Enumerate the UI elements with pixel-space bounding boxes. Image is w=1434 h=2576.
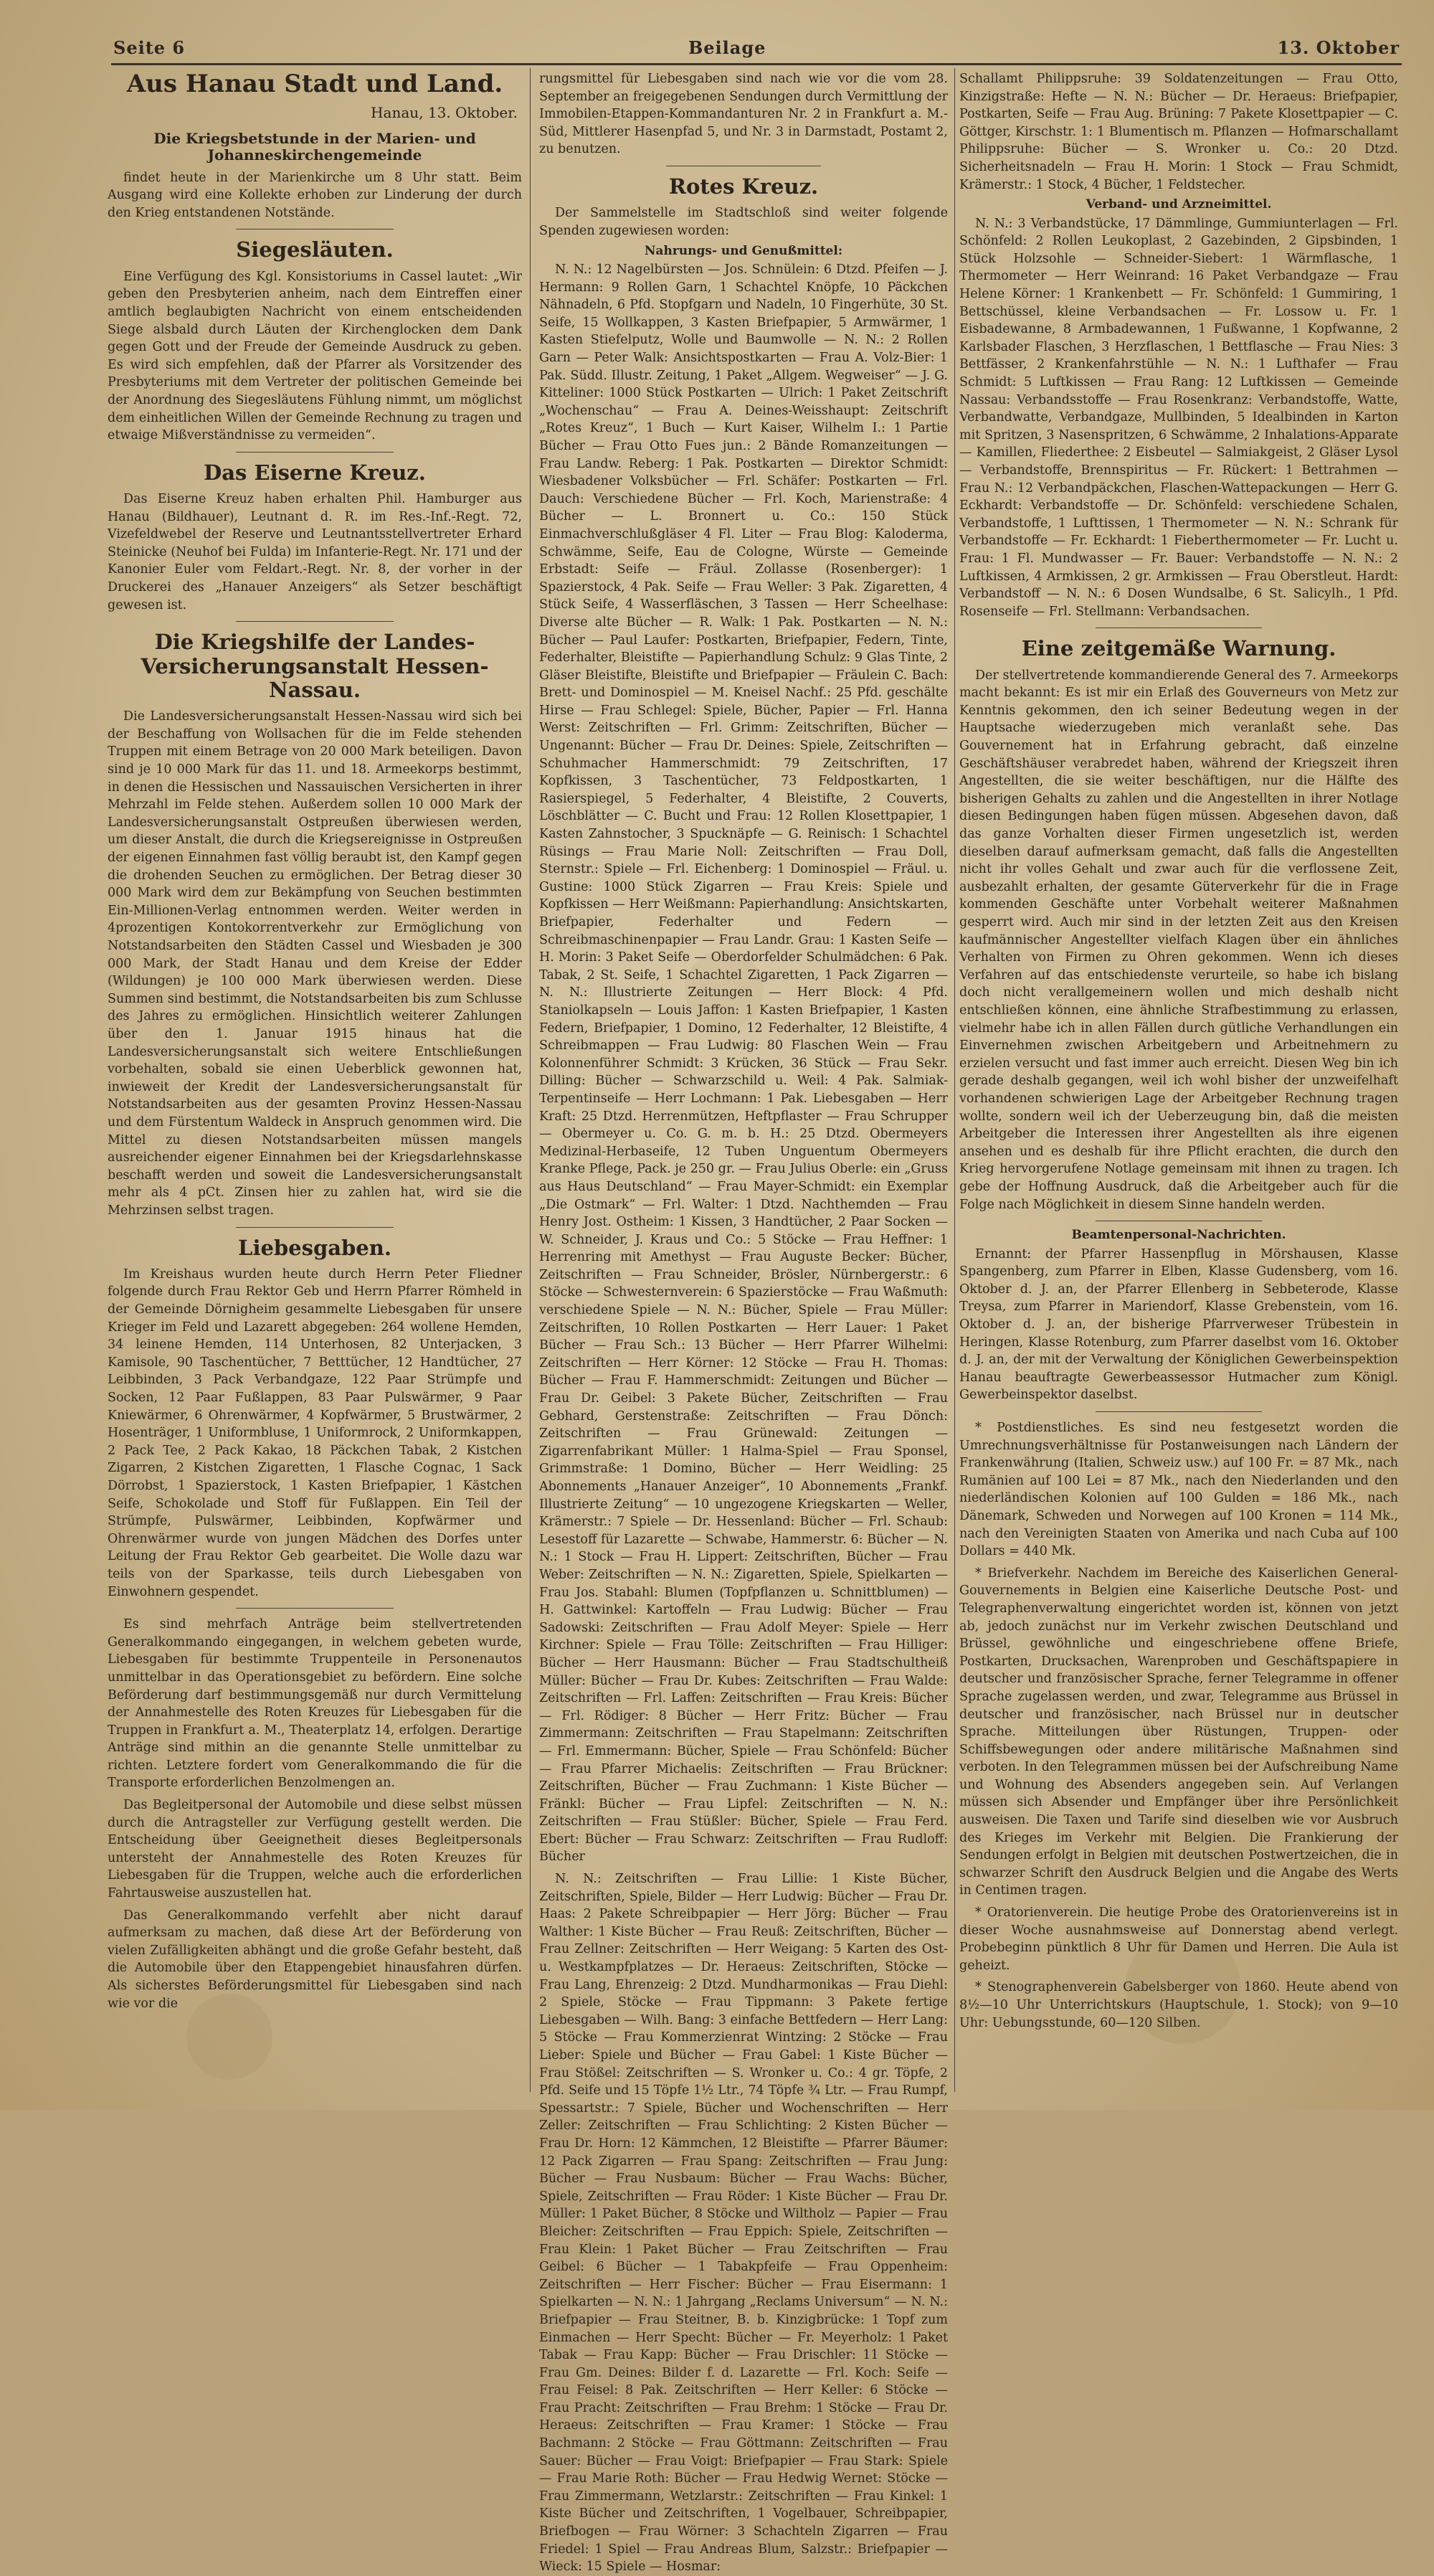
divider	[236, 452, 394, 453]
column-3	[959, 70, 1398, 2088]
subheading-verbandmittel: Verband- und Arzneimittel.	[1086, 197, 1272, 212]
column-divider-1	[530, 68, 531, 2092]
article-body-liebesgaben-3: Das Begleitpersonal der Automobile und diese selbst müssen durch die Antragsteller zur Verfügung gestellt werden. Die Entscheidung über Geeignetheit dieses Begleitpersonals untersteht der Annahmestelle des Roten Kreuzes für Liebesgaben für die Truppen, welche auch die erforderlichen Fahrtausweise auszustellen hat.	[108, 1798, 522, 1901]
article-body-kriegshilfe: Die Landesversicherungsanstalt Hessen-Nassau wird sich bei der Beschaffung von Wollsachen für die im Felde stehenden Truppen mit einem Betrage von 20 000 Mark beteiligen. Davon sind je 10 000 Mark für das 11. und 18. Armeekorps bestimmt, in denen die Hessischen und Nassauischen Versicherten in ihrer Mehrzahl im Felde stehen. Außerdem sollen 10 000 Mark der Landesversicherungsanstalt Ostpreußen überwiesen werden, um dieser Anstalt, die durch die Kriegsereignisse in Ostpreußen der eigenen Einnahmen fast völlig beraubt ist, den Kampf gegen die drohenden Seuchen zu ermöglichen. Der Betrag dieser 30 000 Mark wird dem zur Bekämpfung von Seuchen bestimmten Ein-Millionen-Verlag entnommen werden. Weiter werden in 4prozentigen Kontokorrentverkehr zur Ermöglichung von Notstandsarbeiten den Städten Cassel und Wiesbaden je 300 000 Mark, der Stadt Hanau und dem Kreise der Edder (Wildungen) je 100 000 Mark überwiesen werden. Diese Summen sind bestimmt, die Notstandsarbeiten bis zum Schlusse des Jahres zu ermöglichen. Hinsichtlich weiterer Zahlungen über den 1. Januar 1915 hinaus hat die Landesversicherungsanstalt sich weitere Entschließungen vorbehalten, sobald sie einen Ueberblick gewonnen hat, inwieweit der Kredit der Landesversicherungsanstalt für Notstandsarbeiten aus der gesamten Provinz Hessen-Nassau und dem Fürstentum Waldeck in Anspruch genommen wird. Die Mittel zu diesen Notstandsarbeiten müssen mangels ausreichender eigener Einnahmen bei der Kriegsdarlehnskasse beschafft werden und soweit die Landesversicherungsanstalt mehr als 4 pCt. Zinsen hier zu zahlen hat, wird sie die Mehrzinsen selbst tragen.	[108, 709, 522, 1218]
notice-stenographenverein: * Stenographenverein Gabelsberger von 1860. Heute abend von 8½—10 Uhr Unterrichtskurs (Hauptschule, 1. Stock); von 9—10 Uhr: Uebungsstunde, 60—120 Silben.	[959, 1980, 1398, 2030]
divider	[236, 1227, 394, 1228]
donation-list-2: N. N.: Zeitschriften — Frau Lillie: 1 Kiste Bücher, Zeitschriften, Spiele, Bilder — Herr Ludwig: Bücher — Frau Dr. Haas: 2 Pakete Schreibpapier — Herr Jörg: Bücher — Frau Walther: 1 Kiste Bücher — Frau Reuß: Zeitschriften, Bücher — Frau Zellner: Zeitschriften — Herr Weigang: 5 Karten des Ost- u. Westkampfplatzes — Dr. Heraeus: Zeitschriften, Stöcke — Frau Lang, Ehrenzeig: 2 Dtzd. Mundharmonikas — Frau Diehl: 2 Spiele, Stöcke — Frau Tippmann: 3 Pakete fertige Liebesgaben — Wilh. Bang: 3 einfache Bettfedern — Herr Lang: 5 Stöcke — Frau Kommerzienrat Wintzing: 2 Stöcke — Frau Lieber: Spiele und Bücher — Frau Gabel: 1 Kiste Bücher — Frau Stößel: Zeitschriften — S. Wronker u. Co.: 4 gr. Töpfe, 2 Pfd. Seife und 15 Töpfe 1½ Ltr., 74 Töpfe ¾ Ltr. — Frau Rumpf, Spessartstr.: 7 Spiele, Bücher und Wochenschriften — Herr Zeller: Zeitschriften — Frau Schlichting: 2 Kisten Bücher — Frau Dr. Horn: 12 Kämmchen, 12 Bleistifte — Pfarrer Bäumer: 12 Pack Zigarren — Frau Spang: Zeitschriften — Frau Jung: Bücher — Frau Nusbaum: Bücher — Frau Wachs: Bücher, Spiele, Zeitschriften — Frau Röder: 1 Kiste Bücher — Frau Dr. Müller: 1 Paket Bücher, 8 Stöcke und Wiltholz — Papier — Frau Bleicher: Zeitschriften — Frau Eppich: Spiele, Zeitschriften — Frau Klein: 1 Paket Bücher — Frau Zeitschriften — Frau Geibel: 6 Bücher — 1 Tabakpfeife — Frau Oppenheim: Zeitschriften — Herr Fischer: Bücher — Frau Eisermann: 1 Spielkarten — N. N.: 1 Jahrgang „Reclams Universum“ — N. N.: Briefpapier — Frau Steitner, B. b. Kinzigbrücke: 1 Topf zum Einmachen — Herr Specht: Bücher — Fr. Meyerholz: 1 Paket Tabak — Frau Kapp: Bücher — Frau Drischler: 11 Stöcke — Frau Gm. Deines: Bilder f. d. Lazarette — Frl. Koch: Seife — Frau Feisel: 8 Pak. Zeitschriften — Herr Keller: 6 Stöcke — Frau Pracht: Zeitschriften — Frau Brehm: 1 Stöcke — Frau Dr. Heraeus: Zeitschriften — Frau Kramer: 1 Stöcke — Frau Bachmann: 2 Stöcke — Frau Göttmann: Zeitschriften — Frau Sauer: Bücher — Frau Voigt: Briefpapier — Frau Stark: Spiele — Frau Marie Roth: Bücher — Frau Hedwig Wernet: Stöcke — Frau Zimmermann, Wetzlarstr.: Zeitschriften — Frau Kinkel: 1 Kiste Bücher und Zeitschriften, 1 Vogelbauer, Schreibpapier, Briefbogen — Frau Wörner: 3 Schachteln Zigarren — Frau Friedel: 1 Spiel — Frau Andreas Blum, Salzstr.: Briefpapier — Wieck: 15 Spiele — Hosmar:	[539, 1872, 948, 2575]
divider	[236, 1608, 394, 1609]
article-title-kriegshilfe: Die Kriegshilfe der Landes-Versicherungsanstalt Hessen-Nassau.	[141, 630, 489, 702]
newspaper-name: Beilage	[688, 37, 766, 58]
column-2	[539, 70, 948, 2575]
divider	[1096, 1411, 1263, 1412]
article-title-siegeslaeuten: Siegesläuten.	[236, 237, 394, 262]
article-body-beamtenpersonal: Ernannt: der Pfarrer Hassenpflug in Mörshausen, Klasse Spangenberg, zum Pfarrer in Elben, Klasse Gudensberg, vom 16. Oktober d. J. an, der Pfarrer Ellenberg in Sebbeterode, Klasse Treysa, zum Pfarrer in Mariendorf, Klasse Grebenstein, vom 16. Oktober d. J. an, der bisherige Pfarrverweser Trübestein in Heringen, Klasse Rotenburg, zum Pfarrer daselbst vom 16. Oktober d. J. an, der mit der Verwaltung der Königlichen Gewerbeinspektion Hanau beauftragte Gewerbeassessor Hutmacher zum Königl. Gewerbeinspektor daselbst.	[959, 1246, 1398, 1403]
article-body-eisernes-kreuz: Das Eiserne Kreuz haben erhalten Phil. Hamburger aus Hanau (Bildhauer), Leutnant d. R. im Res.-Inf.-Regt. 72, Vizefeldwebel der Reserve und Leutnantsstellvertreter Erhard Steinicke (Neuhof bei Fulda) im Infanterie-Regt. Nr. 171 und der Kanonier Euler vom Feldart.-Regt. Nr. 8, der vorher in der Druckerei des „Hanauer Anzeigers“ als Setzer beschäftigt gewesen ist.	[108, 492, 522, 612]
column-1	[108, 70, 522, 2088]
page-number: Seite 6	[113, 37, 186, 58]
donation-list-verband: N. N.: 3 Verbandstücke, 17 Dämmlinge, Gummiunterlagen — Frl. Schönfeld: 2 Rollen Leukoplast, 2 Gazebinden, 2 Gipsbinden, 1 Stück Holzsohle — Schneider-Siebert: 1 Wärmflasche, 1 Thermometer — Herr Weinrand: 16 Paket Verbandgaze — Frau Helene Körner: 1 Krankenbett — Fr. Schönfeld: 1 Gummiring, 1 Bettschüssel, kleine Verbandsachen — Fr. Lossow u. Fr. 1 Eisbadewanne, 8 Armbadewannen, 1 Fußwanne, 1 Kopfwanne, 2 Karlsbader Flaschen, 3 Herzflaschen, 1 Bettflasche — Frau Nies: 3 Bettfässer, 2 Krankenfahrstühle — N. N.: 1 Lufthafer — Frau Schmidt: 5 Luftkissen — Frau Rang: 12 Luftkissen — Gemeinde Nassau: Verbandsstoffe — Frau Rosenkranz: Verbandstoffe, Watte, Verbandwatte, Verbandgaze, Mullbinden, 5 Idealbinden in Karton mit Spritzen, 3 Nasenspritzen, 6 Schwämme, 2 Inhalations-Apparate — Kamillen, Fliederthee: 2 Eisbeutel — Salmiakgeist, 2 Gläser Lysol — Verbandstoffe, Brennspiritus — Fr. Rückert: 1 Bettrahmen — Frau N.: 12 Verbandpäckchen, Flaschen-Wattepackungen — Herr G. Eckhardt: Verbandstoffe — Dr. Schönfeld: verschiedene Schalen, Verbandstoffe, 1 Lufttissen, 1 Thermometer — N. N.: Schrank für Verbandstoffe — Fr. Eckhardt: 1 Fieberthermometer — Fr. Lucht u. Frau: 1 Fl. Mundwasser — Fr. Bauer: Verbandstoffe — N. N.: 2 Luftkissen, 4 Armkissen, 2 gr. Armkissen — Frau Oberstleut. Hardt: Verbandstoff — N. N.: 6 Dosen Wundsalbe, 6 St. Salicylh., 1 Pfd. Rosenseife — Frl. Stellmann: Verbandsachen.	[959, 216, 1398, 619]
notice-briefverkehr: * Briefverkehr. Nachdem im Bereiche des Kaiserlichen General-Gouvernements in Belgien eine Kaiserliche Deutsche Post- und Telegraphenverwaltung eingerichtet worden ist, können von jetzt ab, jedoch zunächst nur im Verkehr zwischen Deutschland und Brüssel, gewöhnliche und eingeschriebene offene Briefe, Postkarten, Drucksachen, Warenproben und Geschäftspapiere in deutscher und französischer Sprache, ferner Telegramme in offener Sprache zugelassen werden, und zwar, Telegramme aus Brüssel in deutscher und französischer, nach Brüssel nur in deutscher Sprache. Mitteilungen über Rüstungen, Truppen- oder Schiffsbewegungen oder andere militärische Maßnahmen sind verboten. In den Telegrammen müssen bei der Aufschreibung Name und Wohnung des Absenders angegeben sein. Auf Verlangen müssen sich Absender und Empfänger über ihre Persönlichkeit ausweisen. Die Taxen und Tarife sind dieselben wie vor Ausbruch des Krieges im Verkehr mit Belgien. Die Frankierung der Sendungen erfolgt in Belgien mit deutschen Postwertzeichen, die in schwarzer Schrift den Ausdruck Belgien und die Angabe des Werts in Centimen tragen.	[959, 1566, 1398, 1898]
article-continuation: rungsmittel für Liebesgaben sind nach wie vor die vom 28. September an freigegebenen Sendungen durch Vermittlung der Immobilen-Etappen-Kommandanturen Nr. 2 in Frankfurt a. M.-Süd, Mittlerer Hasenpfad 5, und Nr. 3 in Darmstadt, Postamt 2, zu benutzen.	[539, 72, 948, 157]
article-title-warnung: Eine zeitgemäße Warnung.	[1021, 636, 1336, 661]
article-body-warnung: Der stellvertretende kommandierende General des 7. Armeekorps macht bekannt: Es ist mir ein Erlaß des Gouverneurs von Metz zur Kenntnis gekommen, den ich seiner Bedeutung wegen in der Hauptsache wiederzugeben mich veranlaßt sehe. Das Gouvernement hat in Erfahrung gebracht, daß einzelne Geschäftshäuser verabredet haben, während der Kriegszeit ihren Angestellten, die sie weiter beschäftigen, nur die Hälfte des bisherigen Gehalts zu zahlen und die Angestellten in ihrer Notlage diesen Bedingungen haben fügen müssen. Abgesehen davon, daß das ganze Vorhalten dieser Firmen ungesetzlich ist, werden dieselben darauf aufmerksam gemacht, daß falls die Angestellten nicht ihr volles Gehalt und zwar auch für die verflossene Zeit, ausbezahlt erhalten, der gesamte Güterverkehr für die in Frage kommenden Geschäfte unter Vorbehalt weiterer Maßnahmen gesperrt wird. Auch mir sind in der letzten Zeit aus den Kreisen kaufmännischer Angestellter vielfach Klagen über ein ähnliches Verhalten von Firmen zu Ohren gekommen. Wenn ich dieses Verfahren auf das entschiedenste verurteile, so habe ich bislang doch nicht verallgemeinern wollen und mich deshalb nicht entschließen können, eine ähnliche Strafbestimmung zu erlassen, vielmehr habe ich in allen Fällen durch gütliche Verhandlungen ein Einvernehmen zwischen Arbeitgebern und Arbeitnehmern zu erzielen versucht und fast immer auch erreicht. Diesen Weg bin ich gerade deshalb gegangen, weil ich wohl bisher der unzweifelhaft vorhandenen schwierigen Lage der Arbeitgeber Rechnung tragen wollte, sondern weil ich der Ueberzeugung bin, daß die meisten Arbeitgeber die Interessen ihrer Angestellten als ihre eigenen ansehen und es deshalb für ihre Pflicht erachten, die durch den Krieg hervorgerufene Notlage gemeinsam mit ihnen zu tragen. Ich gebe der Hoffnung Ausdruck, daß die Arbeitgeber auch für die Folge nach Möglichkeit in diesem Sinne handeln werden.	[959, 668, 1398, 1212]
article-body-kriegsbetstunde: findet heute in der Marienkirche um 8 Uhr statt. Beim Ausgang wird eine Kollekte erhoben zur Linderung der durch den Krieg entstandenen Notstände.	[108, 170, 522, 220]
notice-oratorienverein: * Oratorienverein. Die heutige Probe des Oratorienvereins ist in dieser Woche ausnahmsweise auf Donnerstag abend verlegt. Probebeginn pünktlich 8 Uhr für Damen und Herren. Die Aula ist geheizt.	[959, 1905, 1398, 1973]
article-title-beamtenpersonal: Beamtenpersonal-Nachrichten.	[1071, 1228, 1286, 1243]
notice-postdienstliches: * Postdienstliches. Es sind neu festgesetzt worden die Umrechnungsverhältnisse für Postanweisungen nach Ländern der Frankenwährung (Italien, Schweiz usw.) auf 100 Fr. = 87 Mk., nach Rumänien auf 100 Lei = 87 Mk., nach den Niederlanden und den niederländischen Kolonien auf 100 Gulden = 186 Mk., nach Dänemark, Schweden und Norwegen auf 100 Kronen = 114 Mk., nach den Vereinigten Staaten von Amerika und nach Cuba auf 100 Dollars = 440 Mk.	[959, 1421, 1398, 1559]
article-title-kriegsbetstunde: Die Kriegsbetstunde in der Marien- und Johanneskirchengemeinde	[153, 129, 476, 164]
issue-date: 13. Oktober	[1277, 37, 1400, 58]
donation-list-continuation: Schallamt Philippsruhe: 39 Soldatenzeitungen — Frau Otto, Kinzigstraße: Hefte — N. N.: Bücher — Dr. Heraeus: Briefpapier, Postkarten, Seife — Frau Aug. Brüning: 7 Pakete Klosettpapier — C. Göttger, Kirschstr. 1: 1 Blumentisch m. Pflanzen — Hofmarschallamt Philippsruhe: Bücher — S. Wronker u. Co.: 20 Dtzd. Sicherheitsnadeln — Frau H. Morin: 1 Stock — Frau Schmidt, Krämerstr.: 1 Stock, 4 Bücher, 1 Feldstecher.	[959, 72, 1398, 192]
divider	[236, 621, 394, 622]
article-body-liebesgaben-2: Es sind mehrfach Anträge beim stellvertretenden Generalkommando eingegangen, in welchem gebeten wurde, Liebesgaben für bestimmte Truppenteile in Personenautos unmittelbar in das Operationsgebiet zu befördern. Eine solche Beförderung darf bestimmungsgemäß nur durch Vermittelung der Annahmestelle des Roten Kreuzes für Liebesgaben für die Truppen in Frankfurt a. M., Theaterplatz 14, erfolgen. Derartige Anträge sind mithin an die genannte Stelle unmittelbar zu richten. Letztere fordert vom Generalkommando die für die Transporte erforderlichen Benzolmengen an.	[108, 1617, 522, 1791]
article-title-liebesgaben: Liebesgaben.	[238, 1235, 391, 1260]
article-title-eisernes-kreuz: Das Eiserne Kreuz.	[204, 460, 426, 485]
article-body-liebesgaben-4: Das Generalkommando verfehlt aber nicht darauf aufmerksam zu machen, daß diese Art der Beförderung von vielen Zufälligkeiten abhängt und die große Gefahr besteht, daß die Automobile über den Etappengebiet hinausfahren dürfen. Als sicherstes Beförderungsmittel für Liebesgaben sind nach wie vor die	[108, 1908, 522, 2011]
section-title-local-news: Aus Hanau Stadt und Land.	[126, 70, 503, 98]
header-rule	[111, 63, 1402, 65]
article-title-rotes-kreuz: Rotes Kreuz.	[668, 174, 819, 199]
subheading-nahrungsmittel: Nahrungs- und Genußmittel:	[644, 243, 843, 258]
donation-list: N. N.: 12 Nagelbürsten — Jos. Schnülein: 6 Dtzd. Pfeifen — J. Hermann: 9 Rollen Garn, 1 Schachtel Knöpfe, 10 Päckchen Nähnadeln, 6 Pfd. Stopfgarn und Nadeln, 10 Fingerhüte, 30 St. Seife, 15 Wollkappen, 3 Kasten Briefpapier, 5 Armwärmer, 1 Kasten Stiefelputz, Wolle und Baumwolle — N. N.: 2 Rollen Garn — Peter Walk: Ansichtspostkarten — Frau A. Volz-Bier: 1 Pak. Südd. Illustr. Zeitung, 1 Paket „Allgem. Wegweiser“ — J. G. Kitteliner: 1000 Stück Postkarten — Ulrich: 1 Paket Zeitschrift „Wochenschau“ — Frau A. Deines-Weisshaupt: Zeitschrift „Rotes Kreuz“, 1 Buch — Kurt Kaiser, Wilhelm I.: 1 Partie Bücher — Frau Otto Fues jun.: 2 Bände Romanzeitungen — Frau Landw. Reberg: 1 Pak. Postkarten — Direktor Schmidt: Wiesbadener Volksbücher — Frl. Schäfer: Postkarten — Frl. Dauch: Verschiedene Bücher — Frl. Koch, Marienstraße: 4 Bücher — L. Bronnert u. Co.: 150 Stück Einmachverschlußgläser 4 Fl. Liter — Frau Blog: Kaloderma, Schwämme, Seife, Eau de Cologne, Würste — Gemeinde Erbstadt: Seife — Fräul. Zollasse (Rosenberger): 1 Spazierstock, 4 Pak. Seife — Frau Weller: 3 Pak. Zigaretten, 4 Stück Seife, 4 Wasserfläschen, 3 Tassen — Herr Scheelhase: Diverse alte Bücher — R. Walk: 1 Pak. Postkarten — N. N.: Bücher — Paul Laufer: Postkarten, Briefpapier, Federn, Tinte, Federhalter, Bleistifte — Papierhandlung Schulz: 9 Glas Tinte, 2 Gläser Bleistifte, Bleistifte und Briefpapier — Fräulein C. Bach: Brett- und Dominospiel — M. Kneisel Nachf.: 25 Pfd. geschälte Hirse — Frau Schlegel: Spiele, Bücher, Papier — Frl. Hanna Werst: Zeitschriften — Frl. Grimm: Zeitschriften, Bücher — Ungenannt: Bücher — Frau Dr. Deines: Spiele, Zeitschriften — Schuhmacher Hammerschmidt: 79 Zeitschriften, 17 Kopfkissen, 3 Taschentücher, 73 Feldpostkarten, 1 Rasierspiegel, 5 Federhalter, 4 Bleistifte, 2 Couverts, Löschblätter — C. Bucht und Frau: 12 Rollen Klosettpapier, 1 Kasten Zahnstocher, 3 Spucknäpfe — G. Reinisch: 1 Schachtel Rüsings — Frau Marie Noll: Zeitschriften — Frau Doll, Sternstr.: Spiele — Frl. Eichenberg: 1 Dominospiel — Fräul. u. Gustine: 1000 Stück Zigarren — Frau Kreis: Spiele und Kopfkissen — Herr Weißmann: Papierhandlung: Ansichtskarten, Briefpapier, Federhalter und Federn — Schreibmaschinenpapier — Frau Landr. Grau: 1 Kasten Seife — H. Morin: 3 Paket Seife — Oberdorfelder Schulmädchen: 6 Pak. Tabak, 2 St. Seife, 1 Schachtel Zigaretten, 1 Pack Zigarren — N. N.: Illustrierte Zeitungen — Herr Block: 4 Pfd. Staniolkapseln — Louis Jaffon: 1 Kasten Briefpapier, 1 Kasten Federn, Briefpapier, 1 Domino, 12 Federhalter, 12 Bleistifte, 4 Schreibmappen — Frau Ludwig: 80 Flaschen Wein — Frau Kolonnenführer Schmidt: 3 Krücken, 36 Stück — Frau Sekr. Dilling: Bücher — Schwarzschild u. Weil: 4 Pak. Salmiak-Terpentinseife — Herr Lochmann: 1 Pak. Liebesgaben — Herr Kraft: 25 Dtzd. Herrenmützen, Heftpflaster — Frau Schrupper — Obermeyer u. Co. G. m. b. H.: 25 Dtzd. Obermeyers Medizinal-Herbaseife, 12 Tuben Unguentum Obermeyers Kranke Pflege, Pack. je 250 gr. — Frau Julius Oberle: ein „Gruss aus Haus Deutschland“ — Frau Mayer-Schmidt: ein Exemplar „Die Ostmark“ — Frl. Walter: 1 Dtzd. Nachthemden — Frau Henry Jost. Ostheim: 1 Kissen, 3 Handtücher, 2 Paar Socken — W. Schneider, J. Kraus und Co.: 5 Stöcke — Frau Heffner: 1 Herrenring mit Amethyst — Frau Auguste Becker: Bücher, Zeitschriften — Frau Schneider, Brösler, Nürnbergerstr.: 6 Stöcke — Schwesternverein: 6 Spazierstöcke — Frau Waßmuth: verschiedene Spiele — N. N.: Bücher, Spiele — Frau Müller: Zeitschriften, 10 Rollen Postkarten — Herr Lauer: 1 Paket Bücher — Frau Sch.: 13 Bücher — Herr Pfarrer Wilhelmi: Zeitschriften — Herr Körner: 12 Stöcke — Frau H. Thomas: Bücher — Frau F. Hammerschmidt: Zeitungen und Bücher — Frau Dr. Geibel: 3 Pakete Bücher, Zeitschriften — Frau Gebhard, Gerstenstraße: Zeitschriften — Frau Dönch: Zeitschriften — Frau Grünewald: Zeitungen — Zigarrenfabrikant Müller: 1 Halma-Spiel — Frau Sponsel, Grimmstraße: 1 Domino, Bücher — Herr Weidling: 25 Abonnements „Hanauer Anzeiger“, 10 Abonnements „Frankf. Illustrierte Zeitung“ — 10 ungezogene Kriegskarten — Weller, Krämerstr.: 7 Spiele — Dr. Hessenland: Bücher — Frl. Schaub: Lesestoff für Lazarette — Schwabe, Hammerstr. 6: Bücher — N. N.: 1 Stock — Frau H. Lippert: Zeitschriften, Bücher — Frau Weber: Zeitschriften — N. N.: Zigaretten, Spiele, Spielkarten — Frau Jos. Stabahl: Blumen (Topfpflanzen u. Schnittblumen) — H. Gattwinkel: Kartoffeln — Frau Ludwig: Bücher — Frau Sadowski: Zeitschriften — Frau Adolf Meyer: Spiele — Herr Kirchner: Spiele — Frau Tölle: Zeitschriften — Frau Hilliger: Bücher — Herr Hausmann: Bücher — Frau Stadtschultheiß Müller: Bücher — Frau Dr. Kubes: Zeitschriften — Frau Walde: Zeitschriften — Frl. Laffen: Zeitschriften — Frau Kreis: Bücher — Frl. Rödiger: 8 Bücher — Herr Fritz: Bücher — Frau Zimmermann: Zeitschriften — Frau Stapelmann: Zeitschriften — Frl. Emmermann: Bücher, Spiele — Frau Schönfeld: Bücher — Frau Pfarrer Michaelis: Zeitschriften — Frau Brückner: Zeitschriften, Bücher — Frau Zuchmann: 1 Kiste Bücher — Fränkl: Bücher — Frau Lipfel: Zeitschriften — N. N.: Zeitschriften — Frau Stüßler: Bücher, Spiele — Frau Ferd. Ebert: Bücher — Frau Schwarz: Zeitschriften — Frau Rudloff: Bücher	[539, 262, 948, 1865]
column-divider-2	[954, 68, 955, 2092]
article-intro-rotes-kreuz: Der Sammelstelle im Stadtschloß sind weiter folgende Spenden zugewiesen worden:	[539, 206, 948, 238]
dateline: Hanau, 13. Oktober.	[371, 104, 518, 122]
article-body-liebesgaben: Im Kreishaus wurden heute durch Herrn Peter Fliedner folgende durch Frau Rektor Geb und Herrn Pfarrer Römheld in der Gemeinde Dörnigheim gesammelte Liebesgaben für unsere Krieger im Feld und Lazarett abgegeben: 264 wollene Hemden, 34 leinene Hemden, 114 Unterhosen, 82 Unterjacken, 3 Kamisole, 90 Taschentücher, 7 Betttücher, 12 Handtücher, 27 Leibbinden, 3 Pack Verbandgaze, 122 Paar Strümpfe und Socken, 12 Paar Fußlappen, 83 Paar Pulswärmer, 9 Paar Kniewärmer, 6 Ohrenwärmer, 4 Kopfwärmer, 5 Brustwärmer, 2 Hosenträger, 1 Uniformbluse, 1 Uniformrock, 2 Uniformkappen, 2 Pack Tee, 2 Pack Kakao, 18 Päckchen Tabak, 2 Kistchen Zigarren, 2 Kistchen Zigaretten, 1 Flasche Cognac, 1 Sack Dörrobst, 1 Spazierstock, 1 Kasten Briefpapier, 1 Kästchen Seife, Schokolade und Stoff für Fußlappen. Ein Teil der Strümpfe, Pulswärmer, Leibbinden, Kopfwärmer und Ohrenwärmer wurde von jungen Mädchen des Dorfes unter Leitung der Frau Rektor Geb gearbeitet. Die Wolle dazu war teils von der Sparkasse, teils durch Liebesgaben von Einwohnern gespendet.	[108, 1266, 522, 1599]
article-body-siegeslaeuten: Eine Verfügung des Kgl. Konsistoriums in Cassel lautet: „Wir geben den Presbyterien anheim, nach dem Eintreffen einer amtlich beglaubigten Nachricht von einem entscheidenden Siege alsbald durch Läuten der Kirchenglocken dem Dank gegen Gott und der Freude der Gemeinde Ausdruck zu geben. Es wird sich empfehlen, daß der Pfarrer als Vorsitzender des Presbyteriums mit dem Vertreter der politischen Gemeinde bei der Anordnung des Siegesläutens Fühlung nimmt, um möglichst dem einheitlichen Willen der Gemeinde Rechnung zu tragen und etwaige Mißverständnisse zu vermeiden“.	[108, 269, 522, 443]
